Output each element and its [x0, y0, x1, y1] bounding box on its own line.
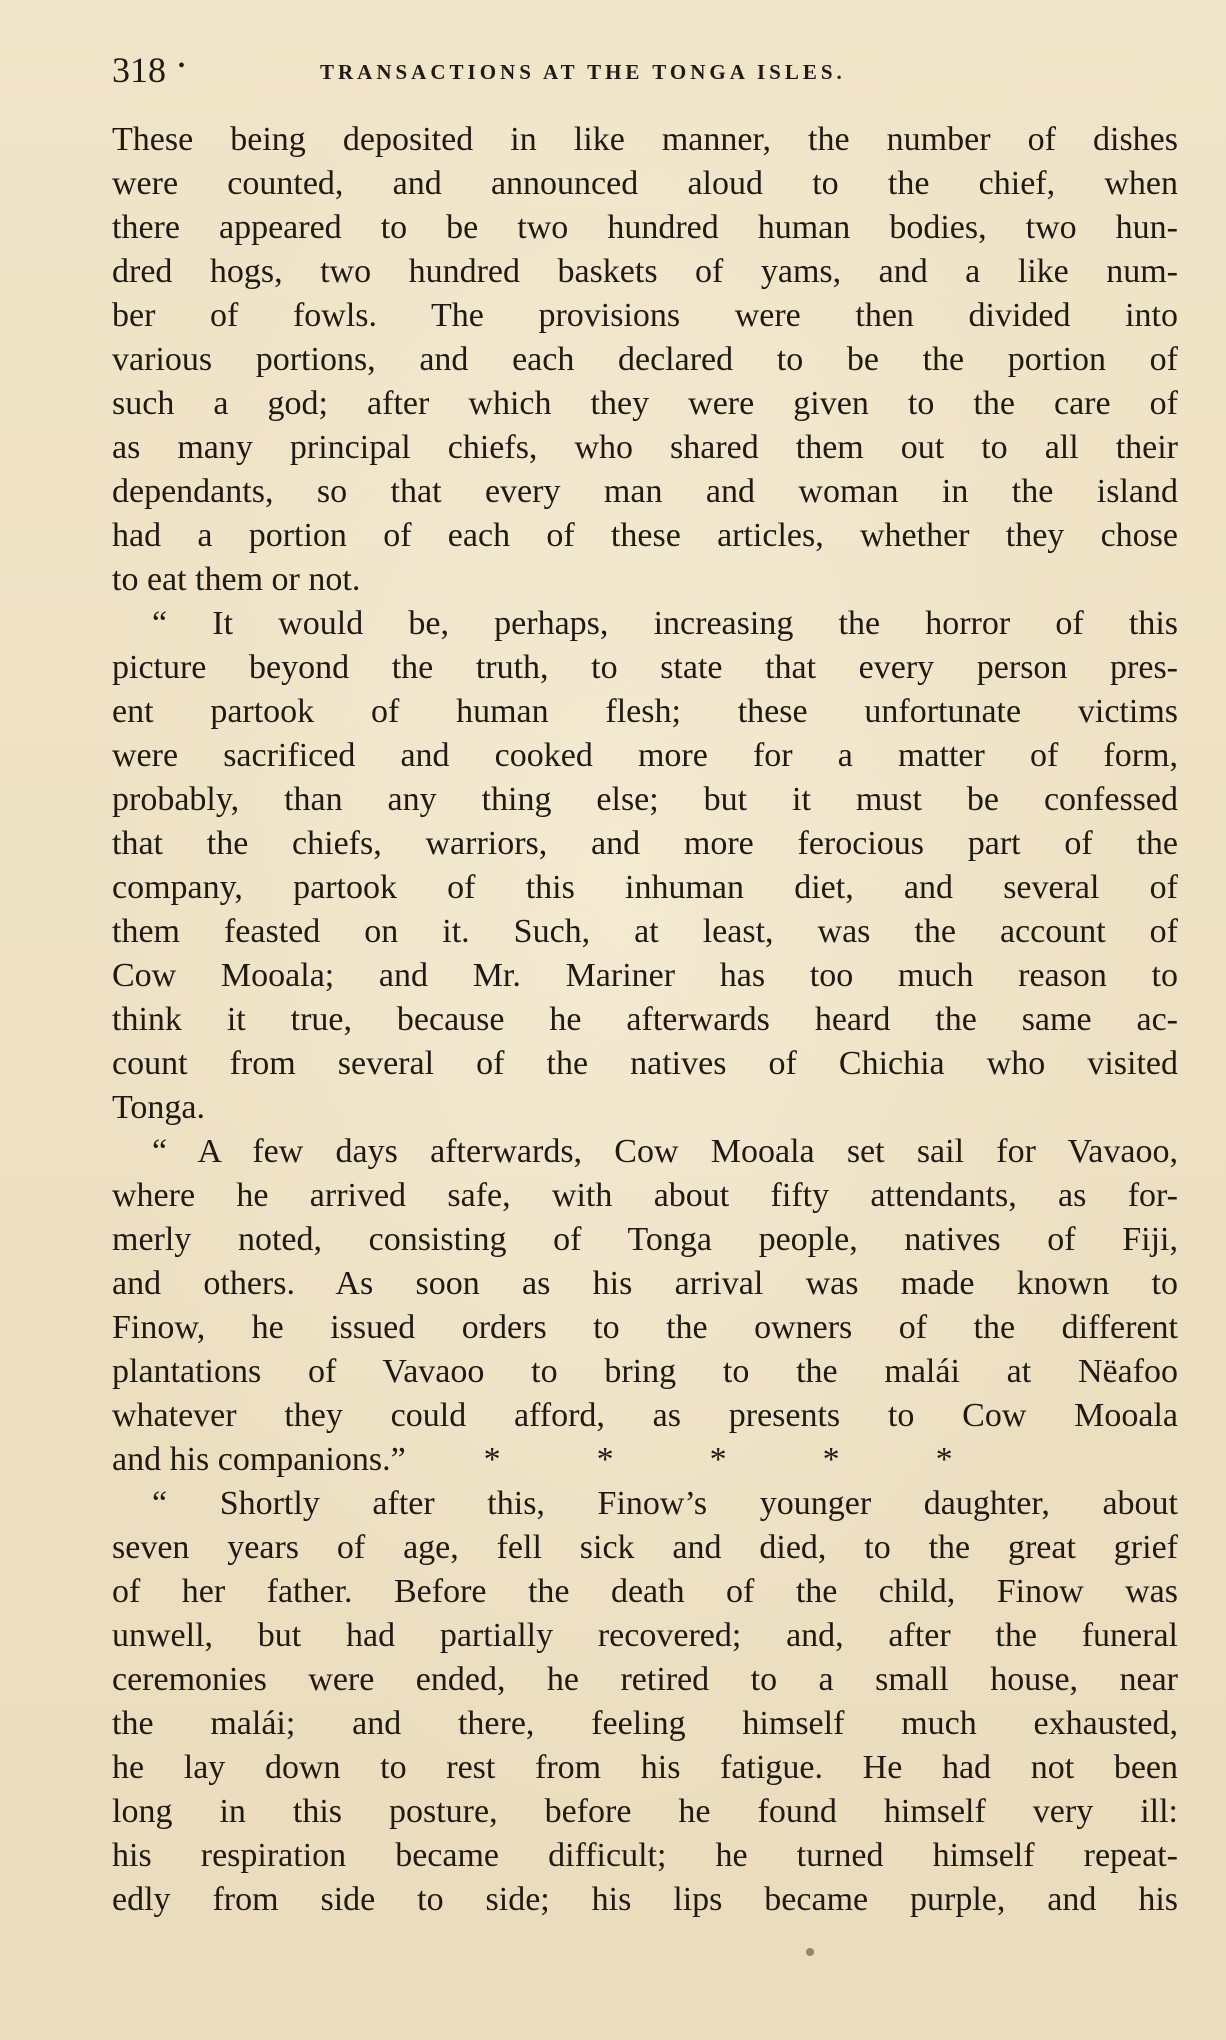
text-line: to eat them or not.: [112, 561, 361, 598]
text-line: various portions, and each declared to be the portion of: [112, 341, 1178, 378]
text-line: were sacrificed and cooked more for a matter of form,: [112, 737, 1178, 774]
text-line: ber of fowls. The provisions were then divided into: [112, 297, 1178, 334]
text-line: Tonga.: [112, 1089, 205, 1126]
text-line: probably, than any thing else; but it must be confessed: [112, 781, 1178, 818]
text-line-content: and his companions.”: [112, 1441, 406, 1478]
text-line: and others. As soon as his arrival was made known to: [112, 1265, 1178, 1302]
text-line: as many principal chiefs, who shared them out to all their: [112, 429, 1178, 466]
text-line: “ It would be, perhaps, increasing the horror of this: [152, 605, 1178, 642]
paper-speck: [806, 1948, 814, 1956]
page-number-mark: •: [178, 55, 186, 77]
text-line: dred hogs, two hundred baskets of yams, and a like num-: [112, 253, 1178, 290]
text-line: ceremonies were ended, he retired to a small house, near: [112, 1661, 1178, 1698]
text-line: count from several of the natives of Chichia who visited: [112, 1045, 1178, 1082]
text-line: dependants, so that every man and woman in the island: [112, 473, 1178, 510]
asterisk: *: [483, 1441, 501, 1478]
text-line: think it true, because he afterwards heard the same ac-: [112, 1001, 1178, 1038]
text-line: seven years of age, fell sick and died, to the great grief: [112, 1529, 1178, 1566]
text-line: there appeared to be two hundred human bodies, two hun-: [112, 209, 1178, 246]
section-break-asterisks: [484, 1438, 1049, 1482]
text-line: of her father. Before the death of the child, Finow was: [112, 1573, 1178, 1610]
text-line: he lay down to rest from his fatigue. He had not been: [112, 1749, 1178, 1786]
asterisk: *: [935, 1441, 953, 1478]
text-line: merly noted, consisting of Tonga people, natives of Fiji,: [112, 1221, 1178, 1258]
text-line: [112, 1438, 1178, 1482]
asterisk: *: [709, 1441, 727, 1478]
text-line: Finow, he issued orders to the owners of the different: [112, 1309, 1178, 1346]
body-text: [112, 118, 1178, 1922]
text-line: picture beyond the truth, to state that every person pres-: [112, 649, 1178, 686]
text-line: his respiration became difficult; he turned himself repeat-: [112, 1837, 1178, 1874]
text-line: that the chiefs, warriors, and more ferocious part of the: [112, 825, 1178, 862]
asterisk: *: [822, 1441, 840, 1478]
running-head: [112, 42, 1178, 98]
text-line: were counted, and announced aloud to the chief, when: [112, 165, 1178, 202]
text-line: ent partook of human flesh; these unfortunate victims: [112, 693, 1178, 730]
text-line: the malái; and there, feeling himself much exhausted,: [112, 1705, 1178, 1742]
text-line: such a god; after which they were given to the care of: [112, 385, 1178, 422]
text-line: These being deposited in like manner, the number of dishes: [112, 121, 1178, 158]
text-line: plantations of Vavaoo to bring to the malái at Nëafoo: [112, 1353, 1178, 1390]
page-number: 318: [112, 50, 166, 90]
text-line: where he arrived safe, with about fifty attendants, as for-: [112, 1177, 1178, 1214]
text-line: company, partook of this inhuman diet, and several of: [112, 869, 1178, 906]
text-line: “ Shortly after this, Finow’s younger daughter, about: [152, 1485, 1178, 1522]
text-line: edly from side to side; his lips became purple, and his: [112, 1881, 1178, 1918]
text-line: “ A few days afterwards, Cow Mooala set sail for Vavaoo,: [152, 1133, 1178, 1170]
running-title: TRANSACTIONS AT THE TONGA ISLES.: [320, 60, 846, 84]
text-line: long in this posture, before he found himself very ill:: [112, 1793, 1178, 1830]
text-line: had a portion of each of these articles, whether they chose: [112, 517, 1178, 554]
text-line: Cow Mooala; and Mr. Mariner has too much reason to: [112, 957, 1178, 994]
text-line: unwell, but had partially recovered; and, after the funeral: [112, 1617, 1178, 1654]
text-line: whatever they could afford, as presents to Cow Mooala: [112, 1397, 1178, 1434]
text-line: them feasted on it. Such, at least, was the account of: [112, 913, 1178, 950]
asterisk: *: [596, 1441, 614, 1478]
